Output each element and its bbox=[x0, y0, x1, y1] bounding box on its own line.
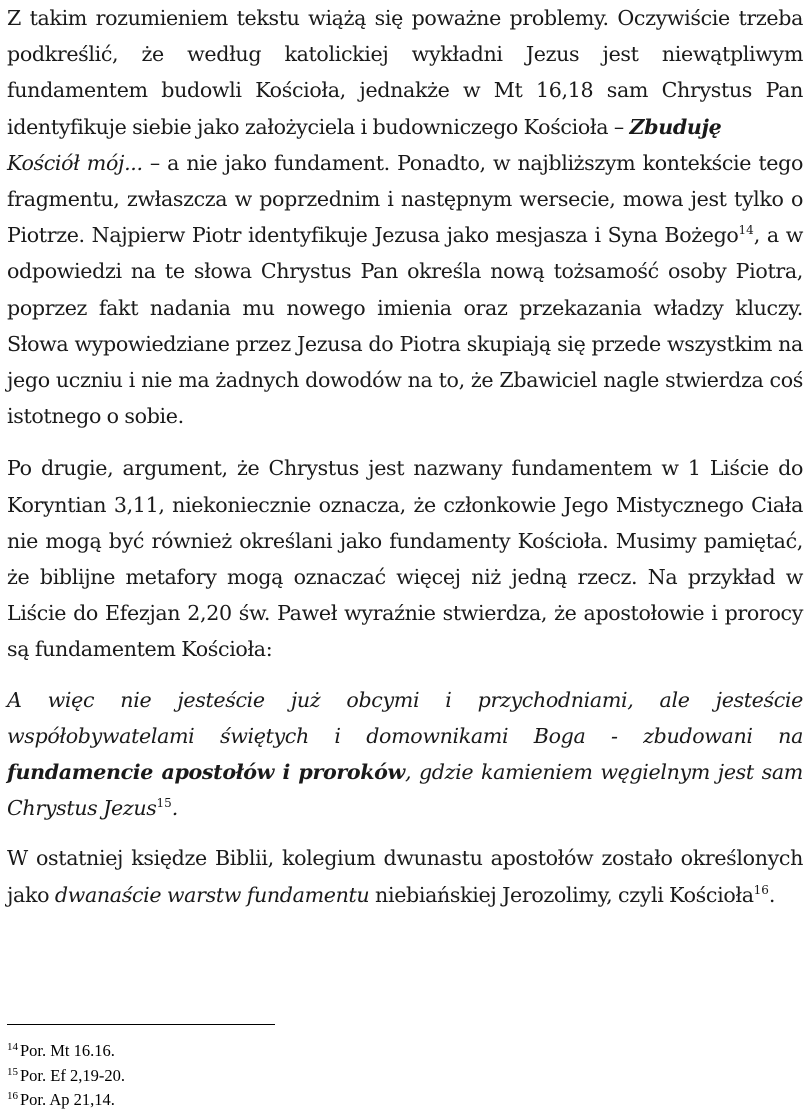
footnote-ref-14[interactable]: 14 bbox=[738, 223, 754, 238]
paragraph-2: Po drugie, argument, że Chrystus jest nazwany fundamentem w 1 Liście do Koryntian 3,11, niekoniecznie oznacza, że członkowie Jego Mistycznego Ciała nie mogą być również określani jako fundamenty Kościoła. Musimy pamiętać, że biblijne metafory mogą oznaczać więcej niż jedną rzecz. Na przykład w Liście do Efezjan 2,20 św. Paweł wyraźnie stwierdza, że apostołowie i prorocy są fundamentem Kościoła: bbox=[7, 456, 803, 662]
footnote-text: Por. Mt 16.16. bbox=[20, 1041, 115, 1060]
footnote-text: Por. Ef 2,19-20. bbox=[20, 1065, 125, 1085]
paragraph-1-text-a: Z takim rozumieniem tekstu wiążą się poważne problemy. Oczywiście trzeba podkreślić, że według katolickiej wykładni Jezus jest niewątpliwym fundamentem budowli Kościoła, jednakże w Mt 16,18 sam Chrystus Pan identyfikuje siebie jako założyciela i budowniczego Kościoła – bbox=[7, 6, 803, 139]
quote-emphasis: fundamencie apostołów i proroków bbox=[7, 760, 405, 785]
footnote-number: 14 bbox=[7, 1041, 18, 1053]
footnote-ref-15[interactable]: 15 bbox=[156, 796, 172, 811]
quote-text-b: , gdzie kamieniem węgielnym jest sam Chrystus Jezus bbox=[7, 760, 803, 821]
main-text bbox=[7, 0, 803, 913]
footnote-ref-16[interactable]: 16 bbox=[753, 882, 769, 897]
quote-end: . bbox=[171, 796, 178, 821]
paragraph-1-text-c: , a w odpowiedzi na te słowa Chrystus Pan określa nową tożsamość osoby Piotra, poprzez fakt nadania mu nowego imienia oraz przekazania władzy kluczy. Słowa wypowiedziane przez Jezusa do Piotra skupiają się przede wszystkim na jego uczniu i nie ma żadnych dowodów na to, że Zbawiciel nagle stwierdza coś istotnego o sobie. bbox=[7, 223, 803, 429]
paragraph-1 bbox=[7, 0, 803, 434]
quote-text-a: A więc nie jesteście już obcymi i przychodniami, ale jesteście współobywatelami świętych i domownikami Boga - zbudowani na bbox=[7, 687, 803, 748]
footnotes bbox=[7, 1039, 125, 1113]
paragraph-4-text-a: W ostatniej księdze Biblii, kolegium dwunastu apostołów zostało określonych jako bbox=[7, 846, 803, 907]
emphasis-dwanascie-warstw: dwanaście warstw fundamentu bbox=[54, 882, 370, 907]
footnote-16 bbox=[7, 1088, 125, 1113]
quote-paragraph bbox=[7, 682, 803, 827]
footnote-number: 16 bbox=[7, 1090, 18, 1102]
footnote-text: Por. Ap 21,14. bbox=[20, 1090, 115, 1109]
footnote-number: 15 bbox=[7, 1065, 18, 1078]
footnote-14 bbox=[7, 1039, 125, 1064]
paragraph-4-end: . bbox=[768, 882, 776, 907]
paragraph-4-text-b: niebiańskiej Jerozolimy, czyli Kościoła bbox=[369, 882, 754, 907]
footnote-separator bbox=[7, 1024, 275, 1025]
emphasis-kosciol-moj: Kościół mój... bbox=[7, 150, 143, 175]
paragraph-1-text-b: – a nie jako fundament. Ponadto, w najbliższym kontekście tego fragmentu, zwłaszcza w poprzednim i następnym wersecie, mowa jest tylko o Piotrze. Najpierw Piotr identyfikuje Jezusa jako mesjasza i Syna Bożego bbox=[7, 150, 803, 248]
footnote-15 bbox=[7, 1064, 125, 1089]
emphasis-zbuduje: Zbuduję bbox=[629, 114, 722, 139]
paragraph-4 bbox=[7, 840, 803, 912]
